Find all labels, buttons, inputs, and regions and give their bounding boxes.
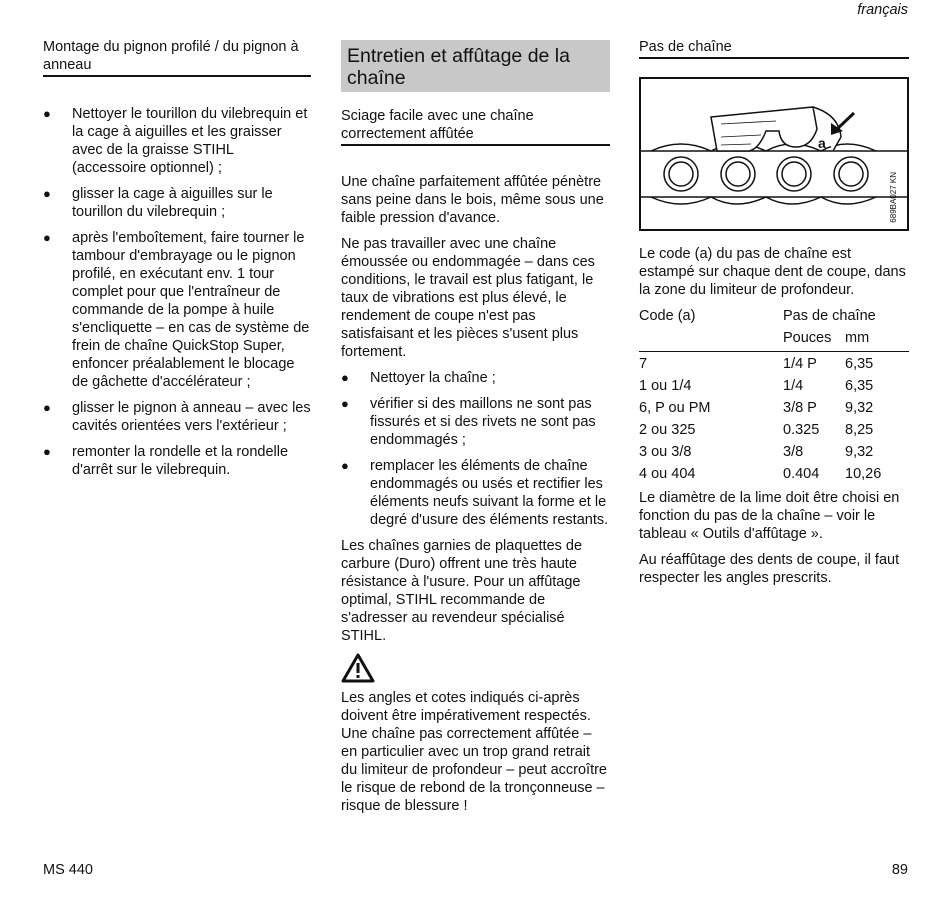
mounting-steps-list: [43, 105, 311, 479]
list-item: ● après l'emboîtement, faire tourner le tambour d'embrayage ou le pignon profilé, en exécutant env. 1 tour complet pour que l'entraîneur de commande de la pompe à huile s'encliquette – en cas de système de frein de chaîne QuickStop Super, enfoncer préalablement le blocage de gâchette d'accélérateur ;: [43, 230, 310, 390]
table-unit-row: [639, 329, 909, 352]
table-row: 6, P ou PM 3/8 P 9,32: [639, 400, 874, 416]
list-item: ● glisser le pignon à anneau – avec les cavités orientées vers l'extérieur ;: [43, 400, 311, 434]
chain-illustration: [641, 79, 907, 229]
table-unit-mm: mm: [845, 330, 870, 346]
chain-pitch-heading: Pas de chaîne: [639, 38, 909, 59]
table-unit-inches: Pouces: [783, 330, 832, 346]
chain-pitch-figure: [639, 77, 909, 231]
page-number: 89: [891, 862, 908, 878]
table-header-row: [639, 307, 909, 329]
maintenance-list: [341, 369, 610, 529]
section-title: Entretien et affûtage de la chaîne: [347, 45, 570, 89]
list-item: ● remonter la rondelle et la rondelle d'arrêt sur le vilebrequin.: [43, 444, 289, 478]
paragraph: Au réaffûtage des dents de coupe, il faut respecter les angles prescrits.: [639, 552, 900, 586]
bullet-dot-icon: ●: [341, 370, 349, 385]
table-row: 3 ou 3/8 3/8 9,32: [639, 444, 874, 460]
mounting-heading: Montage du pignon profilé / du pignon à anneau: [43, 38, 311, 77]
list-item: ● Nettoyer le tourillon du vilebrequin et la cage à aiguilles et les graisser avec de la graisse STIHL (accessoire optionnel) ;: [43, 106, 308, 176]
bullet-dot-icon: ●: [43, 106, 51, 121]
table-row: 7 1/4 P 6,35: [639, 356, 874, 372]
paragraph: Le diamètre de la lime doit être choisi en fonction du pas de la chaîne – voir le tableau « Outils d'affûtage ».: [639, 490, 900, 542]
list-item: ● glisser la cage à aiguilles sur le tourillon du vilebrequin ;: [43, 186, 273, 220]
list-item: ● remplacer les éléments de chaîne endommagés ou usés et rectifier les éléments neufs suivant la forme et le degré d'usure des éléments restants.: [341, 458, 609, 528]
bullet-dot-icon: ●: [43, 400, 51, 415]
table-row: 1 ou 1/4 1/4 6,35: [639, 378, 874, 394]
bullet-dot-icon: ●: [341, 396, 349, 411]
figure-code: 689BA027 KN: [889, 172, 898, 223]
list-item: ● vérifier si des maillons ne sont pas fissurés et si des rivets ne sont pas endommagés ;: [341, 396, 596, 448]
column-left: [43, 38, 311, 487]
paragraph: Le code (a) du pas de chaîne est estampé sur chaque dent de coupe, dans la zone du limiteur de profondeur.: [639, 246, 906, 298]
language-label: français: [857, 2, 908, 18]
table-row: 2 ou 325 0.325 8,25: [639, 422, 874, 438]
paragraph: Ne pas travailler avec une chaîne émoussée ou endommagée – dans ces conditions, le travail est plus fatigant, le taux de vibrations est plus élevé, le rendement de coupe n'est pas satisfaisant et les pièces s'usent plus fortement.: [341, 236, 595, 360]
column-middle: [341, 40, 610, 823]
bullet-dot-icon: ●: [43, 230, 51, 245]
warning-paragraph: Les angles et cotes indiqués ci-après doivent être impérativement respectés. Une chaîne pas correctement affûtée – en particulier avec un trop grand retrait du limiteur de profondeur – peut accroître le risque de rebond de la tronçonneuse – risque de blessure !: [341, 690, 607, 814]
table-row: 4 ou 404 0.404 10,26: [639, 466, 882, 482]
pitch-table: [639, 307, 909, 487]
table-header-pitch: Pas de chaîne: [783, 308, 876, 324]
paragraph: Une chaîne parfaitement affûtée pénètre sans peine dans le bois, même sous une faible pression d'avance.: [341, 174, 604, 226]
sharp-chain-heading: Sciage facile avec une chaîne correctement affûtée: [341, 107, 610, 146]
bullet-dot-icon: ●: [43, 186, 51, 201]
footer-model: MS 440: [43, 862, 93, 878]
paragraph: Les chaînes garnies de plaquettes de carbure (Duro) offrent une très haute résistance à l'usure. Pour un affûtage optimal, STIHL recommande de s'adresser au revendeur spécialisé STIHL.: [341, 538, 583, 644]
figure-label-a: a: [818, 135, 826, 151]
bullet-dot-icon: ●: [341, 458, 349, 473]
bullet-dot-icon: ●: [43, 444, 51, 459]
section-title-box: [341, 40, 610, 92]
table-header-code: Code (a): [639, 308, 696, 324]
warning-triangle-icon: [341, 653, 375, 683]
column-right: [639, 38, 909, 595]
list-item: ● Nettoyer la chaîne ;: [341, 370, 496, 386]
warning-emphasis: risque de blessure !: [341, 798, 468, 814]
